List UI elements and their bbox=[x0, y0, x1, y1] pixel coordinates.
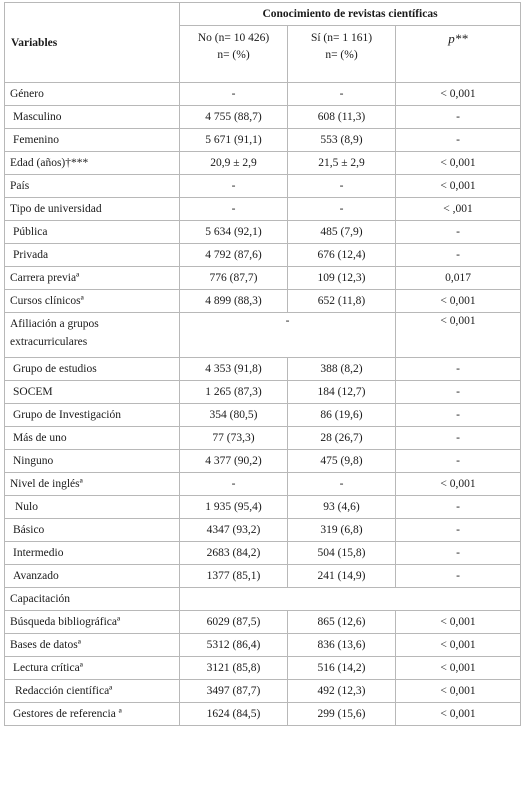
no-value-cell: - bbox=[180, 83, 288, 106]
p-value-cell: < 0,001 bbox=[396, 680, 521, 703]
p-value-cell: < 0,001 bbox=[396, 290, 521, 313]
no-value-cell: 1 935 (95,4) bbox=[180, 496, 288, 519]
row-label: Ninguno bbox=[5, 450, 180, 473]
p-value-cell: < 0,001 bbox=[396, 657, 521, 680]
p-value-cell: < 0,001 bbox=[396, 175, 521, 198]
no-value-cell: 354 (80,5) bbox=[180, 404, 288, 427]
table-row bbox=[5, 290, 521, 313]
row-label: Tipo de universidad bbox=[5, 198, 180, 221]
si-value-cell: 241 (14,9) bbox=[288, 565, 396, 588]
si-value-cell: 553 (8,9) bbox=[288, 129, 396, 152]
table-row bbox=[5, 106, 521, 129]
p-value-cell: < 0,001 bbox=[396, 703, 521, 726]
table-row bbox=[5, 542, 521, 565]
si-column-header bbox=[288, 26, 396, 83]
row-label: Pública bbox=[5, 221, 180, 244]
no-value-cell: 6029 (87,5) bbox=[180, 611, 288, 634]
p-value-cell: - bbox=[396, 450, 521, 473]
row-label: Básico bbox=[5, 519, 180, 542]
results-table bbox=[4, 2, 521, 726]
table-row bbox=[5, 450, 521, 473]
no-column-header bbox=[180, 26, 288, 83]
p-value-cell: < 0,001 bbox=[396, 634, 521, 657]
si-value-cell: 485 (7,9) bbox=[288, 221, 396, 244]
si-header-line2: n= (%) bbox=[325, 49, 358, 61]
no-value-cell: 4 899 (88,3) bbox=[180, 290, 288, 313]
si-value-cell: 504 (15,8) bbox=[288, 542, 396, 565]
no-value-cell: 5312 (86,4) bbox=[180, 634, 288, 657]
no-value-cell: 4 353 (91,8) bbox=[180, 358, 288, 381]
si-value-cell: - bbox=[288, 83, 396, 106]
row-label: Grupo de Investigación bbox=[5, 404, 180, 427]
table-row bbox=[5, 404, 521, 427]
si-value-cell: 676 (12,4) bbox=[288, 244, 396, 267]
no-value-cell: 20,9 ± 2,9 bbox=[180, 152, 288, 175]
si-value-cell: 28 (26,7) bbox=[288, 427, 396, 450]
p-value-cell: - bbox=[396, 106, 521, 129]
p-value-cell: 0,017 bbox=[396, 267, 521, 290]
no-header-line2: n= (%) bbox=[217, 49, 250, 61]
variables-header: Variables bbox=[5, 3, 180, 83]
table-row bbox=[5, 496, 521, 519]
si-value-cell: 516 (14,2) bbox=[288, 657, 396, 680]
p-value-cell: - bbox=[396, 565, 521, 588]
si-value-cell: - bbox=[288, 473, 396, 496]
p-value-cell: < 0,001 bbox=[396, 83, 521, 106]
si-header-line1: Sí (n= 1 161) bbox=[310, 32, 373, 44]
si-value-cell: 608 (11,3) bbox=[288, 106, 396, 129]
no-value-cell: - bbox=[180, 198, 288, 221]
table-body-section-1 bbox=[5, 83, 521, 313]
no-value-cell: 1377 (85,1) bbox=[180, 565, 288, 588]
row-label: Afiliación a grupos extracurriculares bbox=[5, 313, 180, 358]
row-label: Grupo de estudios bbox=[5, 358, 180, 381]
row-label: Femenino bbox=[5, 129, 180, 152]
p-header-label: p** bbox=[448, 31, 468, 46]
no-value-cell: 2683 (84,2) bbox=[180, 542, 288, 565]
table-row bbox=[5, 267, 521, 290]
si-value-cell: 475 (9,8) bbox=[288, 450, 396, 473]
p-value-cell: - bbox=[396, 381, 521, 404]
table-row bbox=[5, 565, 521, 588]
row-label: SOCEM bbox=[5, 381, 180, 404]
si-value-cell: 652 (11,8) bbox=[288, 290, 396, 313]
p-value-cell: < ,001 bbox=[396, 198, 521, 221]
table-row bbox=[5, 83, 521, 106]
no-value-cell: 4 755 (88,7) bbox=[180, 106, 288, 129]
table-row bbox=[5, 175, 521, 198]
no-header-line1: No (n= 10 426) bbox=[197, 32, 270, 44]
si-value-cell: 21,5 ± 2,9 bbox=[288, 152, 396, 175]
no-value-cell: - bbox=[180, 473, 288, 496]
table-row bbox=[5, 427, 521, 450]
row-label: Redacción científicaª bbox=[5, 680, 180, 703]
table-row bbox=[5, 381, 521, 404]
si-value-cell: 492 (12,3) bbox=[288, 680, 396, 703]
p-value-cell: < 0,001 bbox=[396, 313, 521, 358]
table-row bbox=[5, 221, 521, 244]
group-header: Conocimiento de revistas científicas bbox=[180, 3, 521, 26]
p-value-cell: - bbox=[396, 404, 521, 427]
table-header bbox=[5, 3, 521, 83]
row-label: Búsqueda bibliográficaª bbox=[5, 611, 180, 634]
si-value-cell: 93 (4,6) bbox=[288, 496, 396, 519]
results-table-container bbox=[4, 2, 520, 726]
p-value-cell: - bbox=[396, 542, 521, 565]
table-row bbox=[5, 129, 521, 152]
si-value-cell: 388 (8,2) bbox=[288, 358, 396, 381]
si-value-cell: 836 (13,6) bbox=[288, 634, 396, 657]
row-label: Carrera previaª bbox=[5, 267, 180, 290]
no-value-cell: 5 671 (91,1) bbox=[180, 129, 288, 152]
p-value-cell: < 0,001 bbox=[396, 473, 521, 496]
no-value-cell: 1 265 (87,3) bbox=[180, 381, 288, 404]
p-value-cell: - bbox=[396, 129, 521, 152]
table-row bbox=[5, 611, 521, 634]
si-value-cell: 865 (12,6) bbox=[288, 611, 396, 634]
table-row bbox=[5, 198, 521, 221]
table-row bbox=[5, 703, 521, 726]
p-value-cell: - bbox=[396, 221, 521, 244]
row-label: Nulo bbox=[5, 496, 180, 519]
p-value-cell: - bbox=[396, 519, 521, 542]
table-row bbox=[5, 358, 521, 381]
si-value-cell: - bbox=[288, 198, 396, 221]
no-value-cell: 1624 (84,5) bbox=[180, 703, 288, 726]
si-value-cell: - bbox=[288, 175, 396, 198]
si-value-cell: 109 (12,3) bbox=[288, 267, 396, 290]
table-row bbox=[5, 519, 521, 542]
row-label: Masculino bbox=[5, 106, 180, 129]
table-row bbox=[5, 473, 521, 496]
si-value-cell: 86 (19,6) bbox=[288, 404, 396, 427]
no-value-cell: - bbox=[180, 175, 288, 198]
table-row bbox=[5, 244, 521, 267]
row-label: Lectura críticaª bbox=[5, 657, 180, 680]
row-label: Género bbox=[5, 83, 180, 106]
table-body-section-2 bbox=[5, 358, 521, 588]
p-value-cell: - bbox=[396, 496, 521, 519]
table-row bbox=[5, 680, 521, 703]
no-value-cell: 776 (87,7) bbox=[180, 267, 288, 290]
no-value-cell: 5 634 (92,1) bbox=[180, 221, 288, 244]
table-row-capacitacion bbox=[5, 588, 521, 611]
table-row bbox=[5, 634, 521, 657]
table-row-afiliacion bbox=[5, 313, 521, 358]
row-label: Nivel de inglésª bbox=[5, 473, 180, 496]
row-label: Gestores de referencia ª bbox=[5, 703, 180, 726]
p-value-cell: < 0,001 bbox=[396, 152, 521, 175]
table-row bbox=[5, 657, 521, 680]
table-body-section-3 bbox=[5, 611, 521, 726]
row-label: Más de uno bbox=[5, 427, 180, 450]
row-label: Bases de datosª bbox=[5, 634, 180, 657]
p-value-cell: - bbox=[396, 427, 521, 450]
no-value-cell: 4 792 (87,6) bbox=[180, 244, 288, 267]
si-value-cell: 184 (12,7) bbox=[288, 381, 396, 404]
table-body-afiliacion bbox=[5, 313, 521, 358]
row-label: Intermedio bbox=[5, 542, 180, 565]
row-label: Edad (años)†*** bbox=[5, 152, 180, 175]
row-label: Privada bbox=[5, 244, 180, 267]
row-label: Cursos clínicosª bbox=[5, 290, 180, 313]
si-value-cell: 319 (6,8) bbox=[288, 519, 396, 542]
si-value-cell: 299 (15,6) bbox=[288, 703, 396, 726]
no-value-cell: 3121 (85,8) bbox=[180, 657, 288, 680]
p-value-cell: - bbox=[396, 358, 521, 381]
no-value-cell: 3497 (87,7) bbox=[180, 680, 288, 703]
row-label: País bbox=[5, 175, 180, 198]
p-value-cell: - bbox=[396, 244, 521, 267]
merged-cell: - bbox=[180, 313, 396, 358]
empty-cell bbox=[180, 588, 521, 611]
table-body-capacitacion bbox=[5, 588, 521, 611]
no-value-cell: 77 (73,3) bbox=[180, 427, 288, 450]
row-label: Avanzado bbox=[5, 565, 180, 588]
table-row bbox=[5, 152, 521, 175]
row-label: Capacitación bbox=[5, 588, 180, 611]
p-column-header bbox=[396, 26, 521, 83]
p-value-cell: < 0,001 bbox=[396, 611, 521, 634]
no-value-cell: 4 377 (90,2) bbox=[180, 450, 288, 473]
no-value-cell: 4347 (93,2) bbox=[180, 519, 288, 542]
